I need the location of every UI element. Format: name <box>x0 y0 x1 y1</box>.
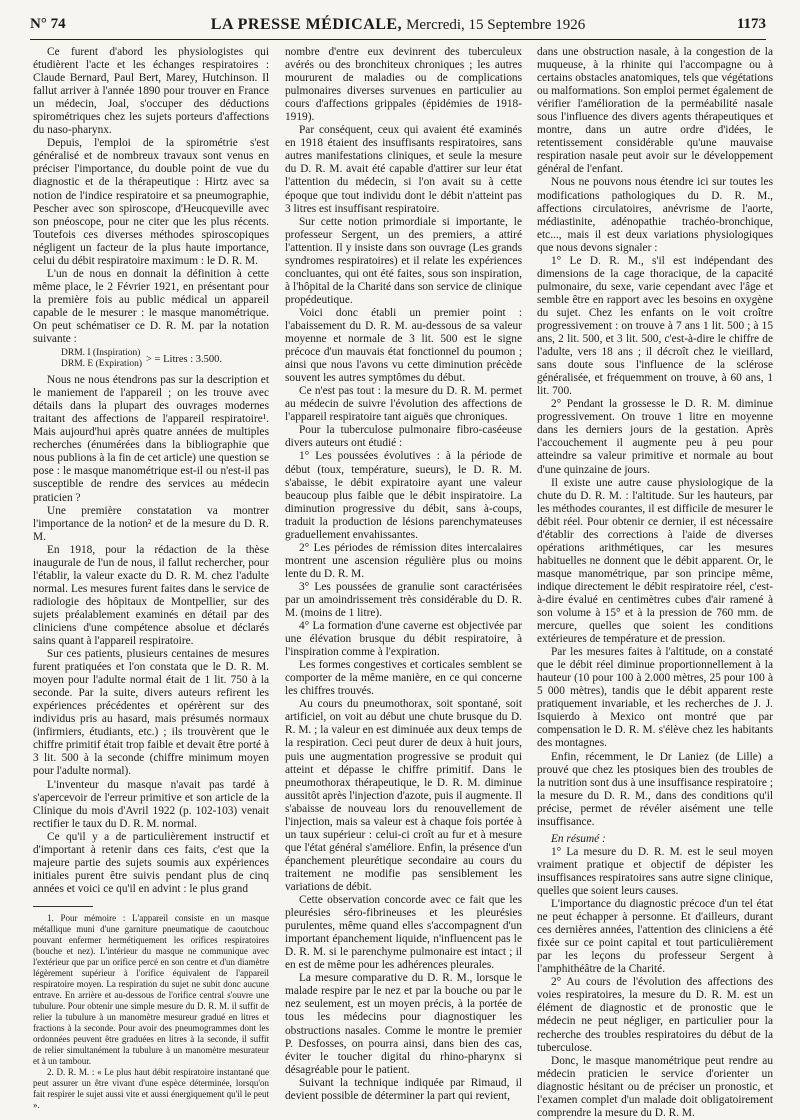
footnote-rule <box>33 906 93 907</box>
formula-result: > = Litres : 3.500. <box>146 353 223 365</box>
paragraph: 3° Les poussées de granulie sont caractérisées par un amoindrissement très considérable du D. R. M. (moins de 1 litre). <box>285 580 522 620</box>
paragraph: Voici donc établi un premier point : l'abaissement du D. R. M. au-dessous de sa valeur moyenne et normale de 3 lit. 500 est le signe précoce d'un mauvais état fonctionnel du poumon ; ainsi que nous l'avons vu cette diminution précède souvent les autres symptômes du début. <box>285 306 522 385</box>
paragraph: 1° Les poussées évolutives : à la période de début (toux, température, sueurs), le D. R. M. s'abaisse, le débit expiratoire ayant une valeur beaucoup plus faible que le débit inspiratoire. La diminution progressive du débit, sans à-coups, traduit la production de lésions parenchymateuses graduellement envahissantes. <box>285 450 522 541</box>
paragraph: L'importance du diagnostic précoce d'un tel état ne peut échapper à personne. Et d'ailleurs, durant ces dernières années, l'attention des cliniciens a été fixée sur ce point capital et tout particulièrement par les leçons du professeur Sergent à l'amphithéâtre de la Charité. <box>537 898 773 976</box>
paragraph: Suivant la technique indiquée par Rimaud, il devient possible de déterminer la part qui revient, <box>285 1076 522 1102</box>
issue-date: Mercredi, 15 Septembre 1926 <box>406 17 586 33</box>
formula-inspiration: DRM. I (Inspiration) <box>61 348 141 359</box>
paragraph: Nous ne pouvons nous étendre ici sur toutes les modifications pathologiques du D. R. M., affections circulatoires, anévrisme de l'aorte, médiastinite, adénopathie trachéo-bronchique, etc..., mais il est deux variations physiologiques que nous devons signaler : <box>537 176 773 254</box>
paragraph: Au cours du pneumothorax, soit spontané, soit artificiel, on voit au début une chute brusque du D. R. M. ; la valeur en est diminuée aux deux temps de la respiration. Ceci peut durer de deux à huit jours, puis une augmentation progressive se produit qui atteint et dépasse le chiffre primitif. Dans le pneumothorax thérapeutique, le D. R. M. diminue aussitôt après l'injection d'azote, puis il augmente. Il s'abaisse de nouveau lors du renouvellement de l'injection, mais sa valeur est à chaque fois portée à un taux supérieur : celui-ci croît au fur et à mesure que l'état général s'améliore. Enfin, la présence d'un épanchement pleurétique secondaire au cours du traitement ne modifie pas sensiblement les variations de débit. <box>285 698 522 893</box>
paragraph: Sur cette notion primordiale si importante, le professeur Sergent, un des premiers, a attiré l'attention. Il y insiste dans son ouvrage (Les grands syndromes respiratoires) et il relate les expériences concluantes, qui ont été faites, sous son inspiration, à l'hôpital de la Charité dans son service de clinique propédeutique. <box>285 215 522 306</box>
paragraph: L'un de nous en donnait la définition à cette même place, le 2 Février 1921, en présentant pour la première fois au public médical un appareil capable de le mesurer : le masque manométrique. On peut schématiser ce D. R. M. par la notation suivante : <box>33 267 269 346</box>
paragraph: nombre d'entre eux devinrent des tuberculeux avérés ou des bronchiteux chroniques ; les autres moururent de maladies ou de complications pulmonaires diverses survenues en particulier au cours d'affections grippales (épidémies de 1918-1919). <box>285 46 522 124</box>
paragraph: 1° Le D. R. M., s'il est indépendant des dimensions de la cage thoracique, de la capacité pulmonaire, du sexe, varie cependant avec l'âge et semble être en rapport avec les besoins en oxygène du sujet. Chez les enfants on le voit croître progressivement : on trouve à 7 ans 1 lit. 500 ; à 15 ans, 2 lit. 500, et 3 lit. 500, c'est-à-dire le chiffre de l'adulte, vers 18 ans ; il décroît chez le vieillard, sans doute sous l'influence de la sclérose généralisée, et fréquemment on trouve, à 60 ans, 1 lit. 700. <box>537 254 773 398</box>
paragraph: Cette observation concorde avec ce fait que les pleurésies séro-fibrineuses et les pleurésies purulentes, même quand elles s'accompagnent d'un important épanchement liquide, n'influencent pas le D. R. M. si le parenchyme pulmonaire est intact ; il en est de même pour les adhérences pleurales. <box>285 894 522 972</box>
paragraph: Ce furent d'abord les physiologistes qui étudièrent l'acte et les échanges respiratoires : Claude Bernard, Paul Bert, Marey, Hutchinson. Il fallut arriver à l'année 1890 pour trouver en France un médecin, Joal, s'occuper des déductions spirométriques chez les sujets porteurs d'affections du naso-pharynx. <box>33 46 269 137</box>
paragraph: Il existe une autre cause physiologique de la chute du D. R. M. : l'altitude. Sur les hauteurs, par les méthodes courantes, il est difficile de mesurer le débit réel. Pour obtenir ce dernier, il est nécessaire d'établir des corrections à l'aide de diverses opérations arithmétiques, car les mesures habituelles ne donnent que le débit apparent. Or, le masque manométrique, par son principe même, indique directement le débit respiratoire réel, c'est-à-dire évalué en centimètres cubes d'air ramené à son volume à 15° et à la pression de 760 mm. de mercure, quelles que soient les conditions extérieures de température et de pression. <box>537 476 773 646</box>
masthead <box>30 16 766 34</box>
paragraph: 2° Les périodes de rémission dites intercalaires montrent une ascension régulière plus ou moins lente du D. R. M. <box>285 541 522 580</box>
paragraph: dans une obstruction nasale, à la congestion de la muqueuse, à la rhinite qui l'accompagne ou à certains obstacles anatomiques, tels que végétations ou malformations. Son emploi permet également de vérifier l'amélioration de la perméabilité nasale sous l'influence des divers agents thérapeutiques et montre, dans un autre ordre d'idées, le retentissement considérable qu'une mauvaise respiration nasale peut avoir sur le développement général de l'enfant. <box>537 46 773 176</box>
formula-expiration: DRM. E (Expiration) <box>61 359 143 370</box>
paragraph: 2° Pendant la grossesse le D. R. M. diminue progressivement. On trouve 1 litre en moyenne dans les derniers jours de la gestation. Après l'accouchement il augmente peu à peu pour atteindre sa valeur primitive et normale au bout d'une quinzaine de jours. <box>537 398 773 476</box>
paragraph: Nous ne nous étendrons pas sur la description et le maniement de l'appareil ; on les trouve avec détails dans la plupart des ouvrages modernes traitant des affections de l'appareil respiratoire¹. Mais aujourd'hui après quatre années de multiples recherches (énumérées dans la bibliographie que nous publions à la fin de cet article) une question se pose : le masque manométrique est-il ou n'est-il pas susceptible de rendre des services au médecin praticien ? <box>33 374 269 504</box>
paragraph: Pour la tuberculose pulmonaire fibro-caséeuse divers auteurs ont étudié : <box>285 424 522 450</box>
paragraph: Enfin, récemment, le Dr Laniez (de Lille) a prouvé que chez les ptosiques bien des troubles de la nutrition sont dus à une insuffisance respiratoire ; la mesure du D. R. M., dans des conditions qu'il précise, permet de révéler aisément une telle insuffisance. <box>537 750 773 828</box>
footnote-2: 2. D. R. M. : « Le plus haut débit respiratoire instantané que peut assurer un être vivant d'une espèce déterminée, lorsqu'on fait respirer le sujet aussi vite et aussi énergiquement qu'il le peut ». <box>33 1066 269 1110</box>
paragraph: Depuis, l'emploi de la spirométrie s'est généralisé et de nombreux travaux sont venus en préciser l'importance, du double point de vue du diagnostic et de la thérapeutique : Hirtz avec sa notion de l'indice respiratoire et sa pneumographie, Pescher avec son spiroscope, d'Heucqueville avec son pnéoscope, pour ne citer que les plus récents. Toutefois ces diverses méthodes spiroscopiques négligent un facteur de la plus haute importance, celui du débit respiratoire maximum : le D. R. M. <box>33 137 269 267</box>
paragraph: Sur ces patients, plusieurs centaines de mesures furent pratiquées et l'on constata que le D. R. M. moyen pour l'adulte normal était de 1 lit. 750 à la seconde. Par la suite, divers auteurs refirent les expériences précédentes et opérèrent sur des individus pris au hasard, mais présumés normaux (infirmiers, étudiants, etc.) ; ils trouvèrent que le chiffre primitif était trop faible et devait être porté à 3 lit. 500 à la seconde (chiffre minimum moyen pour l'adulte normal). <box>33 648 269 778</box>
paragraph: Les formes congestives et corticales semblent se comporter de la même manière, en ce qui concerne les chiffres trouvés. <box>285 659 522 698</box>
paragraph: Par les mesures faites à l'altitude, on a constaté que le débit réel diminue proportionnellement à la hauteur (10 pour 100 à 2.000 mètres, 25 pour 100 à 5 000 mètres), tandis que le débit apparent reste pratiquement invariable, et les recherches de J. J. Isquierdo à Mexico ont montré que par compensation le D. R. M. s'élève chez les habitants des montagnes. <box>537 646 773 750</box>
paragraph: En 1918, pour la rédaction de la thèse inaugurale de l'un de nous, il fallut rechercher, pour l'établir, la valeur exacte du D. R. M. chez l'adulte normal. Les mesures furent faites dans le service de radiologie des hôpitaux de Montpellier, sur des sujets préalablement examinés en détail par des cliniciens d'une compétence absolue et déclarés sains quant à l'appareil respiratoire. <box>33 543 269 648</box>
paragraph: Ce n'est pas tout : la mesure du D. R. M. permet au médecin de suivre l'évolution des affections de l'appareil respiratoire tant aiguës que chroniques. <box>285 385 522 424</box>
header-rule <box>30 39 766 40</box>
summary-heading: En résumé : <box>551 832 606 845</box>
issue-number: N° 74 <box>30 16 66 32</box>
paragraph: Ce qu'il y a de particulièrement instructif et d'important à retenir dans ces faits, c'est que la majeure partie des sujets soumis aux expériences initiales purent être suivis pendant plus de cinq années et voici ce qu'il en advint : le plus grand <box>33 830 269 895</box>
paragraph: 4° La formation d'une caverne est objectivée par une élévation brusque du débit respiratoire, à l'inspiration comme à l'expiration. <box>285 620 522 659</box>
drm-formula <box>61 348 269 370</box>
paragraph: Donc, le masque manométrique peut rendre au médecin praticien le service d'orienter un diagnostic hésitant ou de préciser un pronostic, et l'examen complet d'un malade doit obligatoirement comprendre la mesure du D. R. M. <box>537 1054 773 1119</box>
paragraph: Par conséquent, ceux qui avaient été examinés en 1918 étaient des insuffisants respiratoires, sans autres manifestations cliniques, et seule la mesure du D. R. M. avait été capable d'attirer sur leur état l'attention du médecin, si l'on avait su à cette époque que tout individu dont le débit n'atteint pas 3 litres est insuffisant respiratoire. <box>285 124 522 215</box>
page-header <box>30 16 766 38</box>
paragraph: 1° La mesure du D. R. M. est le seul moyen vraiment pratique et objectif de dépister les insuffisances respiratoires sans autre signe clinique, quelles que soient leurs causes. <box>537 845 773 897</box>
column-2 <box>285 46 522 1103</box>
paragraph: Une première constatation va montrer l'importance de la notion² et de la mesure du D. R. M. <box>33 504 269 543</box>
paragraph: La mesure comparative du D. R. M., lorsque le malade respire par le nez et par la bouche ou par le nez seulement, est un moyen précis, à la portée de tous les médecins pour diagnostiquer les obstructions nasales. Comme le montre le premier P. Desfosses, on pourra ainsi, dans bien des cas, éviter le toucher digital du rhino-pharynx si désagréable pour le patient. <box>285 972 522 1076</box>
column-3 <box>537 46 773 1120</box>
paragraph: 2° Au cours de l'évolution des affections des voies respiratoires, la mesure du D. R. M. est un élément de diagnostic et de pronostic que le médecin ne peut négliger, en particulier pour la recherche des troubles respiratoires du début de la tuberculose. <box>537 976 773 1054</box>
page-number: 1173 <box>736 16 766 32</box>
footnote-1: 1. Pour mémoire : L'appareil consiste en un masque métallique muni d'une garniture pneumatique de caoutchouc pouvant enfermer hermétiquement les orifices respiratoires (bouche et nez). L'intérieur du masque ne communique avec l'extérieur que par un orifice percé en son centre et d'un diamètre légèrement supérieur à l'orifice équivalent de l'appareil respiratoire moyen. La respiration du sujet ne subit donc aucune entrave. En arrière et au-dessous de l'orifice central s'ouvre une tubulure. Pour obtenir une simple mesure du D. R. M. il suffit de relier la tubulure à un manomètre mesureur gradué en litres et fractions à la seconde. Pour avoir des pneumogrammes dont les ordonnées peuvent être graduées en litres à la seconde, il suffit de relier simultanément la tubulure à un manomètre mesurateur et à un tambour. <box>33 912 269 1066</box>
journal-title: LA PRESSE MÉDICALE, <box>210 16 403 33</box>
paragraph: L'inventeur du masque n'avait pas tardé à s'apercevoir de l'erreur primitive et son article de la Clinique du mois d'Avril 1922 (p. 102-103) venait rectifier le taux du D. R. M. normal. <box>33 778 269 830</box>
column-1 <box>33 46 269 1111</box>
